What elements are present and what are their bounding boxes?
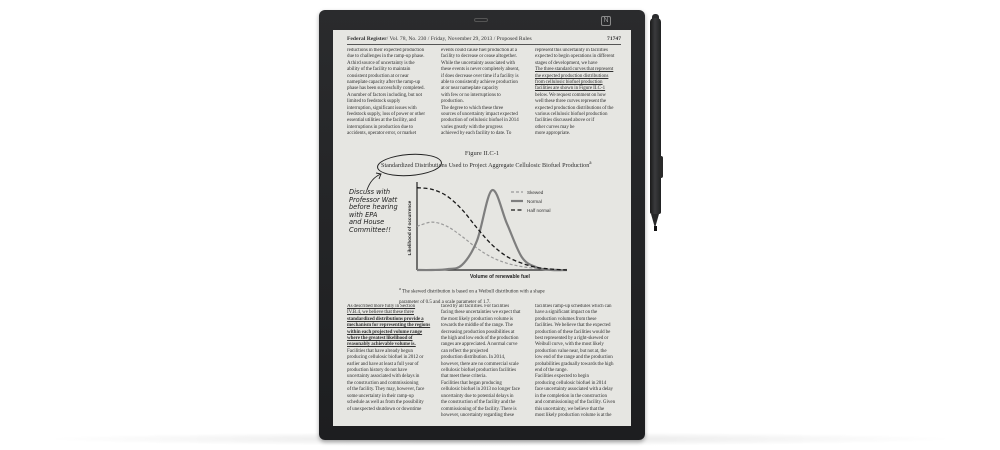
figure-title-sup: a (589, 160, 592, 166)
page-number: 71747 (607, 36, 621, 42)
text-line: other curves may be (535, 124, 575, 130)
text-line: A number of factors including, but not (347, 92, 422, 98)
bottom-text-columns (347, 304, 621, 424)
text-line: production history do not have (347, 368, 408, 374)
sensor-slot (474, 18, 488, 22)
text-line: and commissioning of the facility. Given (535, 400, 616, 406)
text-line: Facilities that began producing (441, 380, 502, 386)
text-line: various cellulosic biofuel production (535, 112, 608, 118)
text-line: the most likely production volume is (441, 316, 513, 322)
handwritten-line: Committee!! (349, 225, 391, 234)
text-line: well these three curves represent the (535, 99, 607, 105)
footnote-line-2: parameter of 0.5 and a scale parameter of 1.7. (399, 299, 491, 305)
handwritten-line: Discuss with (349, 188, 391, 196)
text-line: achieved by each facility to date. To (441, 131, 512, 137)
text-line: best represented by a right-skewed or (535, 336, 609, 342)
text-line: The three standard curves that represent (535, 67, 614, 73)
text-line: end of the range. (535, 368, 568, 374)
x-axis-label: Volume of renewable fuel (470, 274, 530, 278)
text-line: production distribution. In 2014, (441, 355, 506, 361)
text-line: decreasing production possibilities at (441, 329, 515, 335)
text-line: from cellulosic biofuel production (535, 80, 603, 86)
text-line: schedule as well as from the possibility (347, 400, 424, 406)
text-line: that meet these criteria. (441, 374, 487, 380)
text-line: limited to feedstock supply (347, 99, 401, 105)
distribution-chart (393, 178, 583, 278)
footnote-line-1: The skewed distribution is based on a Weibull distribution with a shape (402, 289, 545, 295)
text-line: Facilities that have already begun (347, 348, 413, 354)
text-line: at or near nameplate capacity (441, 86, 499, 92)
text-line: standardized distributions provide a (347, 316, 424, 322)
text-line: these events is never completely absent, (441, 67, 520, 73)
text-line: ranges are appreciated. A normal curve (441, 342, 518, 348)
text-line: reasonably achievable volume is. (347, 342, 416, 348)
text-line: ability of the facility to maintain (347, 67, 411, 73)
legend-label: Normal (527, 198, 542, 204)
text-line: producing cellulosic biofuel in 2012 or (347, 355, 424, 361)
text-line: interruptions in production due to (347, 124, 414, 130)
text-line: consistent production at or near (347, 73, 409, 79)
y-axis-label: Likelihood of occurrence (407, 200, 412, 256)
text-line: facilities are shown in Figure II.C-1 (535, 86, 606, 92)
text-line: expected production distributions of the (535, 105, 614, 111)
text-line: sources of uncertainty impact expected (441, 112, 518, 118)
citation: / Vol. 78, No. 230 / Friday, November 29, 2013 / Proposed Rules (386, 36, 532, 42)
series-line-skewed (417, 222, 567, 270)
text-line: the construction of the facility and the (441, 400, 516, 406)
text-line: production. (441, 99, 464, 105)
text-line: facilities discussed above or if (535, 118, 595, 124)
handwritten-line: with EPA (349, 210, 378, 219)
handwritten-arrow (363, 170, 387, 192)
text-line: most likely production volume is at the (535, 412, 612, 418)
text-line: production volumes from these (535, 316, 597, 322)
text-line: production of cellulosic biofuel in 2014 (441, 118, 519, 124)
text-line: mechanism for representing the regions (347, 323, 431, 329)
pen-button (659, 156, 663, 178)
text-line: represent this uncertainty in facilities (535, 48, 608, 53)
figure-title-circled: Standardized Distributions (381, 162, 448, 170)
legend-label: Skewed (527, 189, 544, 195)
text-line: accidents, operator error, or market (347, 131, 417, 137)
nfc-icon: N (601, 16, 611, 26)
handwritten-line: before hearing (349, 203, 398, 212)
text-line: facing these uncertainties we expect that (441, 310, 521, 316)
text-line: able to consistently achieve production (441, 80, 518, 86)
figure-title (381, 160, 592, 169)
text-column (441, 304, 527, 424)
text-line: varies greatly with the progress (441, 124, 503, 130)
pen-body (650, 18, 661, 214)
text-line: facility to decrease or cease altogether. (441, 54, 517, 60)
text-line: Weibull curve, with the most likely (535, 342, 604, 348)
text-column (347, 304, 433, 424)
text-line: faced by all facilities. For facilities (441, 304, 510, 309)
text-line: if does decrease over time if a facility is (441, 73, 519, 79)
text-line: interruption, significant issues with (347, 105, 417, 111)
footnote-sup: a (399, 286, 401, 291)
text-line: in the completion in the construction (535, 393, 607, 399)
series-line-normal (417, 190, 567, 270)
text-line: cellulosic biofuel in 2013 no longer face (441, 387, 521, 393)
text-line: earlier and have at least a full year of (347, 361, 419, 367)
text-line: can reflect the projected (441, 348, 489, 354)
text-line: the high and low ends of the production (441, 336, 519, 342)
figure-title-rest: Used to Project Aggregate Cellulosic Biofuel Production (447, 162, 590, 170)
text-line: of the facility. They may, however, face (347, 387, 425, 393)
text-line: facilities ramp-up schedules which can (535, 304, 612, 309)
text-line: Facilities expected to begin (535, 374, 589, 380)
text-line: due to challenges in the ramp-up phase. (347, 54, 425, 60)
handwritten-line: and House (349, 218, 385, 227)
text-line: however, there are no commercial scale (441, 361, 519, 367)
text-line: As described more fully in Section (347, 304, 416, 309)
text-line: low end of the range and the production (535, 355, 613, 361)
text-line: have a significant impact on the (535, 310, 598, 316)
text-line: commissioning of the facility. There is (441, 406, 517, 412)
text-line: the construction and commissioning (347, 380, 419, 386)
text-line: uncertainty due to potential delays in (441, 393, 514, 399)
figure-label: Figure II.C-1 (464, 150, 500, 157)
legend-label: Half normal (527, 207, 551, 213)
text-line: more appropriate. (535, 131, 571, 137)
text-line: with few or no interruptions to (441, 92, 501, 98)
text-line: uncertainty associated with delays in (347, 374, 420, 380)
text-line: nameplate capacity after the ramp-up (347, 80, 421, 86)
text-line: within each projected volume range (347, 329, 423, 335)
e-reader-device (319, 10, 645, 440)
text-line: A third source of uncertainty is the (347, 60, 415, 66)
page-header (347, 34, 621, 45)
text-line: essential utilities at the facility, and (347, 118, 416, 124)
text-line: some uncertainty in their ramp-up (347, 393, 414, 399)
text-line: however, uncertainty regarding these (441, 412, 515, 418)
text-line: stages of development, we have (535, 60, 598, 66)
text-line: phase has been successfully completed. (347, 86, 425, 92)
text-line: While the uncertainty associated with (441, 60, 516, 66)
text-column (441, 48, 527, 144)
handwritten-note (349, 188, 398, 235)
text-line: of unexpected shutdown or downtime (347, 406, 422, 412)
text-line: this uncertainty, we believe that the (535, 406, 605, 412)
text-line: IV.B.4, we believe that these three (347, 310, 414, 316)
text-line: below. We request comment on how (535, 92, 606, 98)
text-line: cellulosic biofuel production facilities (441, 368, 517, 374)
text-line: The degree to which these three (441, 105, 504, 111)
text-line: producing cellulosic biofuel in 2014 (535, 380, 607, 386)
publication-name: Federal Register (347, 36, 387, 42)
text-column (535, 304, 621, 424)
pen-tip (654, 226, 657, 231)
text-line: production value near, but not at, the (535, 348, 607, 354)
text-line: feedstock supply, loss of power or other (347, 112, 425, 118)
handwritten-line: Professor Watt (349, 195, 398, 204)
top-text-columns (347, 48, 621, 144)
text-column (535, 48, 621, 144)
text-column (347, 48, 433, 144)
e-ink-screen[interactable] (333, 30, 631, 426)
text-line: where the greatest likelihood of (347, 336, 413, 342)
text-line: face uncertainty associated with a delay (535, 387, 614, 393)
text-line: towards the middle of the range. The (441, 323, 513, 329)
text-line: facilities. We believe that the expected (535, 323, 611, 329)
text-line: reductions in their expected production (347, 48, 425, 53)
text-line: the expected production distributions (535, 73, 609, 79)
text-line: production of these facilities would be (535, 329, 611, 335)
text-line: events could cause fuel production at a (441, 48, 517, 53)
stylus-pen (648, 14, 663, 234)
text-line: probabilities gradually towards the high (535, 361, 614, 367)
text-line: expected to begin operations in different (535, 54, 615, 60)
